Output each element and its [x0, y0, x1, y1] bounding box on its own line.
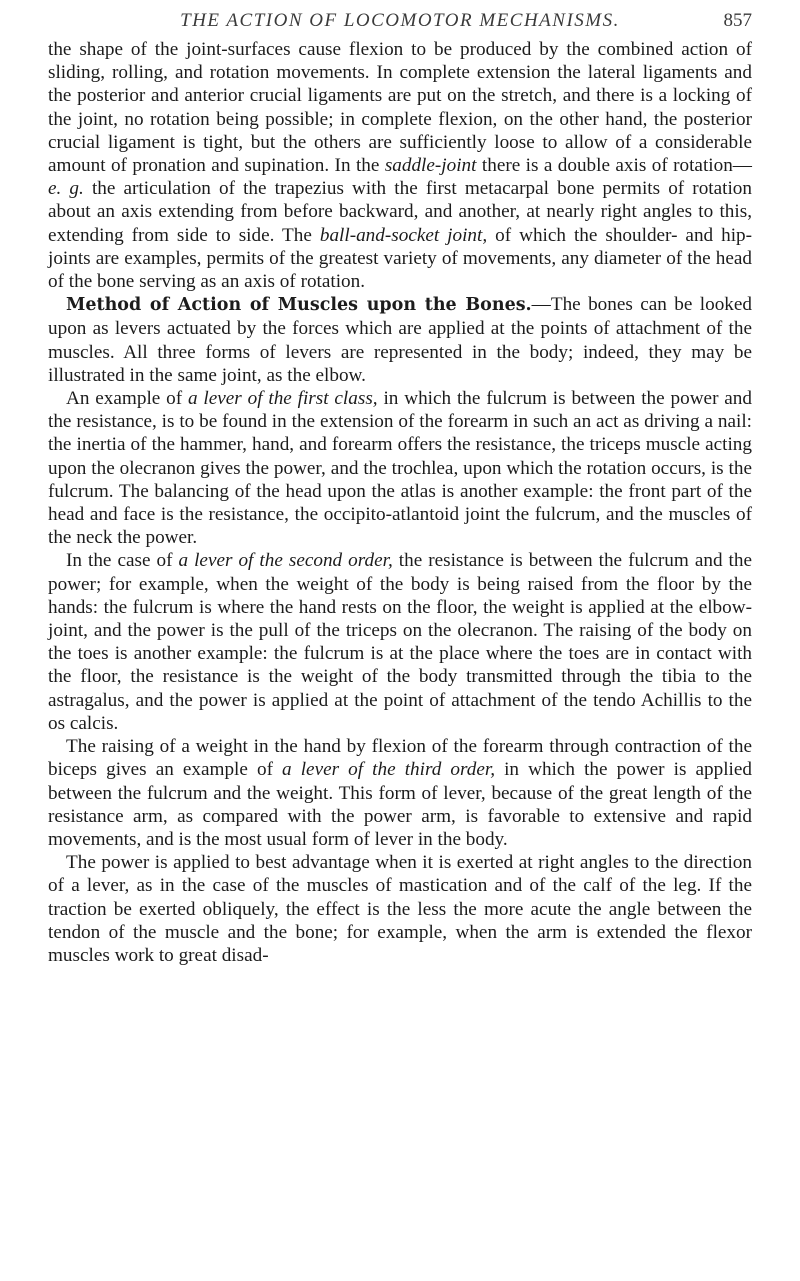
section-heading: Method of Action of Muscles upon the Bones. — [66, 295, 532, 316]
paragraph-4: In the case of a lever of the second order, the resistance is between the fulcrum and the power; for example, when the weight of the body is being raised from the floor by the hands: the fulcrum is where the hand rests on the floor, the weight is applied at the elbow-joint, and the power is the pull of the triceps on the olecranon. The raising of the body on the toes is another example: the fulcrum is at the place where the toes are in contact with the floor, the resistance is the weight of the body transmitted through the tibia to the astragalus, and the power is applied at the point of attachment of the tendo Achillis to the os calcis. — [48, 550, 752, 734]
body-text — [48, 38, 752, 967]
term-third-order: a lever of the third order, — [282, 759, 495, 781]
running-title: THE ACTION OF LOCOMOTOR MECHANISMS. — [180, 10, 620, 31]
paragraph-5: The raising of a weight in the hand by flexion of the forearm through contraction of the biceps gives an example of a lever of the third order, in which the power is applied between the fulcrum and the weight. This form of lever, because of the great length of the resistance arm, as compared with the power arm, is favorable to extensive and rapid movements, and is the most usual form of lever in the body. — [48, 736, 753, 850]
page-number: 857 — [723, 10, 752, 31]
paragraph-6: The power is applied to best advantage when it is exerted at right angles to the direction of a lever, as in the case of the muscles of mastication and of the calf of the leg. If the traction be exerted obliquely, the effect is the less the more acute the angle between the tendon of the muscle and the bone; for example, when the arm is extended the flexor muscles work to great disad- — [48, 852, 752, 966]
term-ball-and-socket: ball-and-socket joint, — [319, 224, 488, 246]
paragraph-2: Method of Action of Muscles upon the Bones.—The bones can be looked upon as levers actuated by the forces which are applied at the points of attachment of the muscles. All three forms of levers are represented in the body; indeed, they may be illustrated in the same joint, as the elbow. — [48, 294, 752, 386]
running-head — [48, 8, 752, 38]
term-second-order: a lever of the second order, — [178, 550, 393, 572]
abbrev-eg: e. g. — [48, 178, 84, 200]
paragraph-3: An example of a lever of the first class, in which the fulcrum is between the power and the resistance, is to be found in the extension of the forearm in such an act as driving a nail: the inertia of the hammer, hand, and forearm offers the resistance, the triceps muscle acting upon the olecranon gives the power, and the trochlea, upon which the rotation occurs, is the fulcrum. The balancing of the head upon the atlas is another example: the front part of the head and face is the resistance, the occipito-atlantoid joint the fulcrum, and the muscles of the neck the power. — [48, 388, 752, 549]
term-saddle-joint: saddle-joint — [384, 155, 477, 177]
term-first-class: a lever of the first class, — [187, 388, 378, 410]
paragraph-1: the shape of the joint-surfaces cause flexion to be produced by the combined action of sliding, rolling, and rotation movements. In complete extension the lateral ligaments and the posterior and anterior crucial ligaments are put on the stretch, and there is a locking of the joint, no rotation being possible; in complete flexion, on the other hand, the posterior crucial ligament is tight, but the others are sufficiently loose to allow of a considerable amount of pronation and supination. In the saddle-joint there is a double axis of rotation—e. g. the articulation of the trapezius with the first metacarpal bone permits of rotation about an axis extending from before backward, and another, at nearly right angles to this, extending from side to side. The ball-and-socket joint, of which the shoulder- and hip-joints are examples, permits of the greatest variety of movements, any diameter of the head of the bone serving as an axis of rotation. — [48, 39, 753, 293]
